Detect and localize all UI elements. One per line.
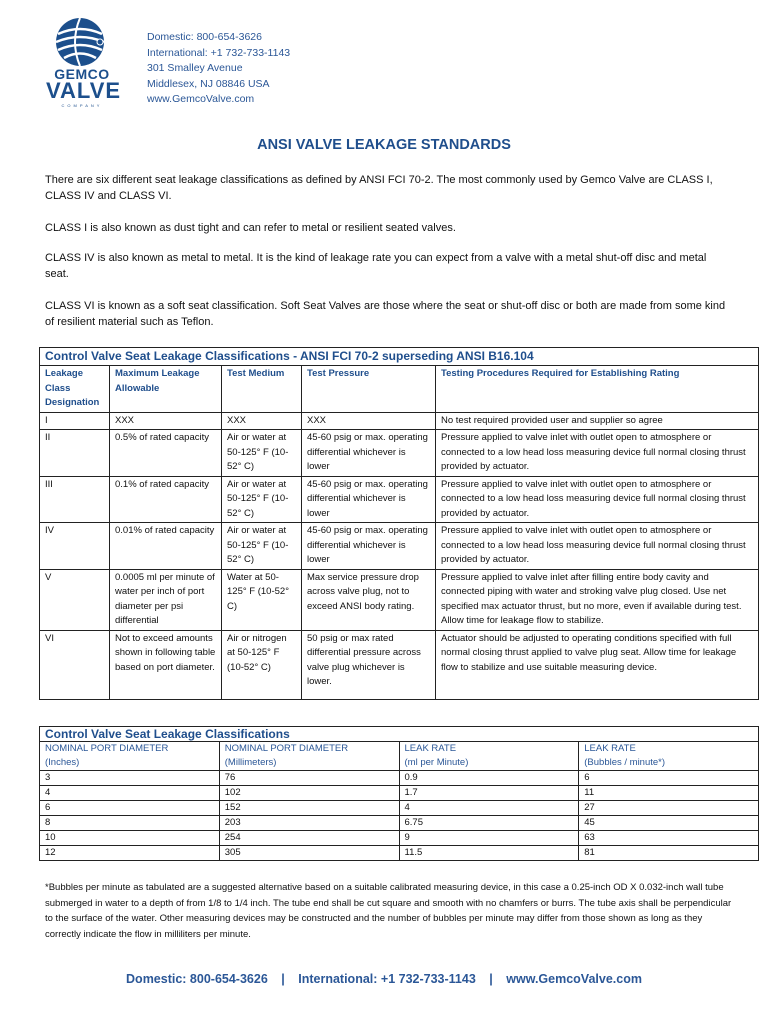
table-cell: 12 xyxy=(40,846,220,861)
table-cell: 50 psig or max rated differential pressure across valve plug whichever is lower. xyxy=(302,630,436,699)
table-row xyxy=(40,771,759,786)
table-cell: 4 xyxy=(40,786,220,801)
logo-line-3: COMPANY xyxy=(61,103,103,108)
logo-line-2: VALVE xyxy=(46,78,122,103)
footnote: *Bubbles per minute as tabulated are a suggested alternative based on a suitable calibrated measuring device, in this case a 0.25-inch OD X 0.032-inch wall tube submerged in water to a depth of from 1/8 to 1/4 inch. The tube end shall be cut square and smooth with no chamfers or burrs. The tube axis shall be perpendicular to the surface of the water. Other measuring devices may be constructed and the number of bubbles per minute may differ from those shown as long as they correctly indicate the flow in milliliters per minute. xyxy=(45,882,732,940)
footer-separator: | xyxy=(281,972,285,986)
table-row xyxy=(40,801,759,816)
table-cell: IV xyxy=(40,523,110,570)
table-cell: Actuator should be adjusted to operating conditions specified with full normal closing thrust applied to valve plug seat. Allow time for leakage flow to stabilize and use suitable measuring device. xyxy=(436,630,759,699)
table-cell: 6 xyxy=(579,771,759,786)
table-row xyxy=(40,786,759,801)
table-cell: Air or water at 50-125° F (10-52° C) xyxy=(222,523,302,570)
table-cell: 11.5 xyxy=(399,846,579,861)
table-cell: 45-60 psig or max. operating differential whichever is lower xyxy=(302,476,436,523)
column-header: Testing Procedures Required for Establishing Rating xyxy=(436,366,759,413)
table-cell: Pressure applied to valve inlet with outlet open to atmosphere or connected to a low head loss measuring device full normal closing thrust provided by actuator. xyxy=(436,523,759,570)
table-cell: Air or water at 50-125° F (10-52° C) xyxy=(222,430,302,477)
table-cell: Max service pressure drop across valve plug, not to exceed ANSI body rating. xyxy=(302,569,436,630)
table-cell: Air or nitrogen at 50-125° F (10-52° C) xyxy=(222,630,302,699)
column-header xyxy=(219,742,399,771)
header-line: NOMINAL PORT DIAMETER xyxy=(45,743,169,754)
column-header xyxy=(579,742,759,771)
table-cell: 76 xyxy=(219,771,399,786)
table-cell: 11 xyxy=(579,786,759,801)
table-cell: 203 xyxy=(219,816,399,831)
header-unit: (ml per Minute) xyxy=(404,757,469,768)
table-cell: 152 xyxy=(219,801,399,816)
port-diameter-leak-rate-table xyxy=(39,726,759,861)
table-cell: 3 xyxy=(40,771,220,786)
class-vi-paragraph: CLASS VI is known as a soft seat classification. Soft Seat Valves are those where the seat or shut-off disc or both are made from some kind of resilient material such as Teflon. xyxy=(45,300,726,328)
table-cell: 1.7 xyxy=(399,786,579,801)
table-cell: 4 xyxy=(399,801,579,816)
table-cell: 6 xyxy=(40,801,220,816)
table-caption: Control Valve Seat Leakage Classifications - ANSI FCI 70-2 superseding ANSI B16.104 xyxy=(40,348,759,366)
table-row xyxy=(40,412,759,430)
table-cell: 10 xyxy=(40,831,220,846)
footer-domestic: Domestic: 800-654-3626 xyxy=(126,972,268,986)
table-row xyxy=(40,816,759,831)
column-header: Test Pressure xyxy=(302,366,436,413)
table-cell: 45 xyxy=(579,816,759,831)
footer xyxy=(0,972,768,986)
table-cell: Pressure applied to valve inlet with outlet open to atmosphere or connected to a low head loss measuring device full normal closing thrust provided by actuator. xyxy=(436,430,759,477)
contact-website-link[interactable]: www.GemcoValve.com xyxy=(147,93,255,105)
contact-address-line-2: Middlesex, NJ 08846 USA xyxy=(147,77,270,90)
contact-block xyxy=(147,30,290,108)
table-cell: 305 xyxy=(219,846,399,861)
table-cell: 102 xyxy=(219,786,399,801)
table-cell: VI xyxy=(40,630,110,699)
contact-address-line-1: 301 Smalley Avenue xyxy=(147,62,243,74)
table-cell: Air or water at 50-125° F (10-52° C) xyxy=(222,476,302,523)
header-unit: (Inches) xyxy=(45,757,80,768)
table-cell: XXX xyxy=(302,412,436,430)
column-header: Leakage Class Designation xyxy=(40,366,110,413)
table-row xyxy=(40,523,759,570)
table-cell: 0.1% of rated capacity xyxy=(110,476,222,523)
intro-paragraph: There are six different seat leakage classifications as defined by ANSI FCI 70-2. The most commonly used by Gemco Valve are CLASS I, CLASS IV and CLASS VI. xyxy=(45,174,713,202)
column-header xyxy=(399,742,579,771)
table-header-row xyxy=(40,742,759,771)
table-cell: 0.9 xyxy=(399,771,579,786)
table-row xyxy=(40,569,759,630)
table-cell: 63 xyxy=(579,831,759,846)
table-cell: II xyxy=(40,430,110,477)
table-cell: 81 xyxy=(579,846,759,861)
table-cell: 45-60 psig or max. operating differential whichever is lower xyxy=(302,523,436,570)
gemco-logo xyxy=(44,16,120,112)
class-i-paragraph: CLASS I is also known as dust tight and can refer to metal or resilient seated valves. xyxy=(45,222,456,234)
logo-line-1: GEMCO xyxy=(54,66,110,82)
table-cell: 0.5% of rated capacity xyxy=(110,430,222,477)
table-row xyxy=(40,831,759,846)
contact-international: International: +1 732-733-1143 xyxy=(147,46,291,59)
table-cell: Water at 50-125° F (10-52° C) xyxy=(222,569,302,630)
table-cell: 45-60 psig or max. operating differential whichever is lower xyxy=(302,430,436,477)
header-line: NOMINAL PORT DIAMETER xyxy=(224,743,349,754)
footer-separator: | xyxy=(489,972,493,986)
table-row xyxy=(40,476,759,523)
leakage-classification-table xyxy=(39,347,759,700)
table-cell: 0.0005 ml per minute of water per inch of port diameter per psi differential xyxy=(110,569,222,630)
footer-website-link[interactable]: www.GemcoValve.com xyxy=(506,972,642,986)
table-caption: Control Valve Seat Leakage Classifications xyxy=(40,727,759,742)
column-header xyxy=(40,742,220,771)
table-cell: 9 xyxy=(399,831,579,846)
table-cell: Not to exceed amounts shown in following table based on port diameter. xyxy=(110,630,222,699)
globe-icon xyxy=(44,16,120,70)
header-line: LEAK RATE xyxy=(404,743,457,754)
class-iv-paragraph: CLASS IV is also known as metal to metal. It is the kind of leakage rate you can expect from a valve with a metal shut-off disc and metal seat. xyxy=(45,252,707,280)
header-unit: (Bubbles / minute*) xyxy=(584,757,666,768)
table-cell: 254 xyxy=(219,831,399,846)
table-cell: No test required provided user and supplier so agree xyxy=(436,412,759,430)
table-cell: Pressure applied to valve inlet after filling entire body cavity and connected piping with water and stroking valve plug closed. Use net specified max actuator thrust, but no more, even if available during test. Allow time for leakage flow to stabilize. xyxy=(436,569,759,630)
table-row xyxy=(40,630,759,699)
header-unit: (Millimeters) xyxy=(224,757,277,768)
header-line: LEAK RATE xyxy=(584,743,636,754)
table-cell: 27 xyxy=(579,801,759,816)
table-header-row xyxy=(40,366,759,413)
table-cell: III xyxy=(40,476,110,523)
column-header: Maximum Leakage Allowable xyxy=(110,366,222,413)
table-cell: 8 xyxy=(40,816,220,831)
table-cell: XXX xyxy=(222,412,302,430)
table-cell: XXX xyxy=(110,412,222,430)
table-row xyxy=(40,430,759,477)
column-header: Test Medium xyxy=(222,366,302,413)
page-title: ANSI VALVE LEAKAGE STANDARDS xyxy=(257,137,511,153)
table-cell: V xyxy=(40,569,110,630)
table-cell: 6.75 xyxy=(399,816,579,831)
footer-international: International: +1 732-733-1143 xyxy=(298,972,476,986)
table-cell: Pressure applied to valve inlet with outlet open to atmosphere or connected to a low head loss measuring device full normal closing thrust provided by actuator. xyxy=(436,476,759,523)
table-cell: I xyxy=(40,412,110,430)
table-row xyxy=(40,846,759,861)
table-cell: 0.01% of rated capacity xyxy=(110,523,222,570)
contact-domestic: Domestic: 800-654-3626 xyxy=(147,31,262,43)
